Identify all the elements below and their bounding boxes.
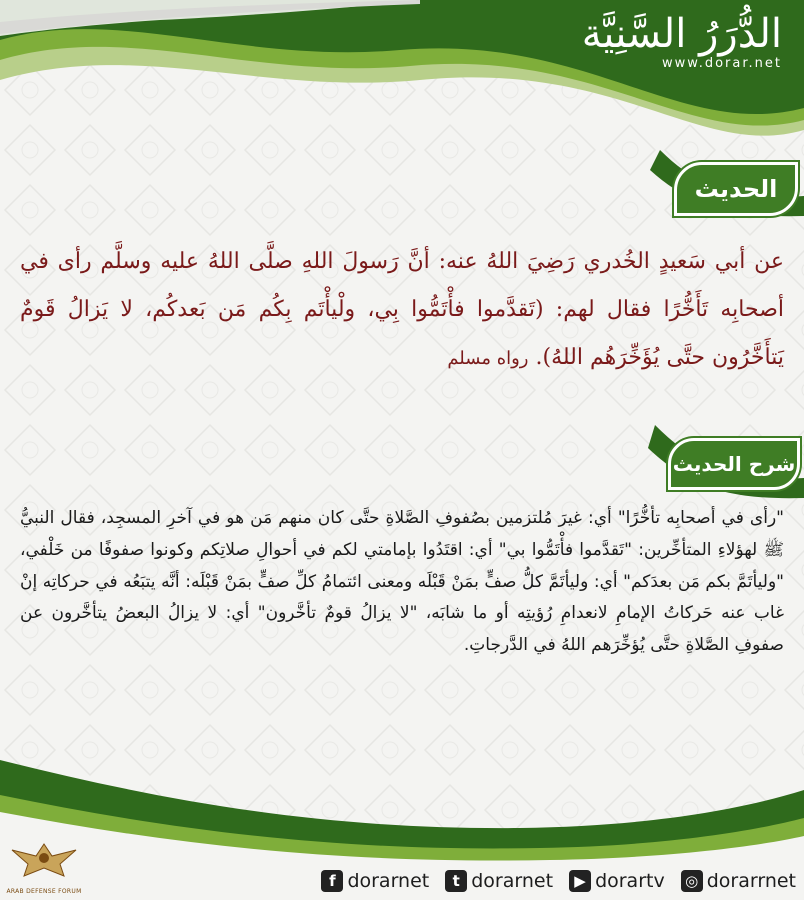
forum-emblem (4, 836, 84, 896)
hadith-text-block (20, 238, 784, 383)
watermark-label: ARAB DEFENSE FORUM (6, 888, 82, 895)
twitter-icon: t (445, 870, 467, 892)
sharh-section-label: شرح الحديث (668, 438, 800, 490)
social-handle: dorarnet (471, 870, 554, 892)
social-handle: dorarnet (347, 870, 430, 892)
social-youtube[interactable] (569, 870, 665, 892)
hadith-source: رواه مسلم (447, 348, 529, 369)
brand-title: الدُّرَرُ السَّنِيَّة (581, 11, 782, 57)
social-twitter[interactable] (445, 870, 553, 892)
social-footer (321, 870, 796, 892)
eagle-icon (4, 836, 84, 884)
social-handle: dorartv (595, 870, 665, 892)
social-instagram[interactable] (681, 870, 796, 892)
hadith-text: عن أبي سَعيدٍ الخُدري رَضِيَ اللهُ عنه: أنَّ رَسولَ اللهِ صلَّى اللهُ عليه وسلَّم رأى في أصحابِه تَأَخُّرًا فقال لهم: (تَقدَّموا فأْتَمُّوا بِي، ولْيأْتَم بِكُم مَن بَعدكُم، لا يَزالُ قَومٌ يَتأَخَّرُون حتَّى يُؤَخِّرَهُم اللهُ). (20, 249, 784, 370)
brand-logo (582, 10, 782, 71)
social-facebook[interactable] (321, 870, 429, 892)
social-handle: dorarrnet (706, 870, 796, 892)
youtube-icon: ▶ (569, 870, 591, 892)
instagram-icon: ◎ (681, 870, 703, 892)
sharh-text: "رأى في أصحابِه تأخُّرًا" أي: غيرَ مُلتزمين بصُفوفِ الصَّلاةِ حتَّى كان منهم مَن هو في آخرِ المسجِد، فقال النبيُّ ﷺ لهؤلاءِ المتأخِّرين: "تَقدَّموا فأْتَمُّوا بي" أي: اقتَدُوا بإمامتي لكم في أحوالِ صلاتِكم وكونوا صفوفًا من خَلْفي، "وليأتَمَّ بكم مَن بعدَكم" أي: وليأتَمَّ كلُّ صفٍّ بمَنْ قَبْلَه ومعنى ائتمامُ كلِّ صفٍّ بمَنْ قَبْلَه: أنَّه يتبَعُه في حركاتِه إنْ غاب عنه حَركاتُ الإمامِ لانعدامِ رُؤيتِه أو ما شابَه، "لا يزالُ قومٌ تأخَّرون" أي: لا يزالُ البعضُ يتأخَّرون عن صفوفِ الصَّلاةِ حتَّى يُؤخِّرَهم اللهُ في الدَّرجاتِ. (20, 508, 784, 656)
facebook-icon: f (321, 870, 343, 892)
brand-url: www.dorar.net (662, 56, 782, 71)
hadith-section-label: الحديث (674, 162, 798, 216)
